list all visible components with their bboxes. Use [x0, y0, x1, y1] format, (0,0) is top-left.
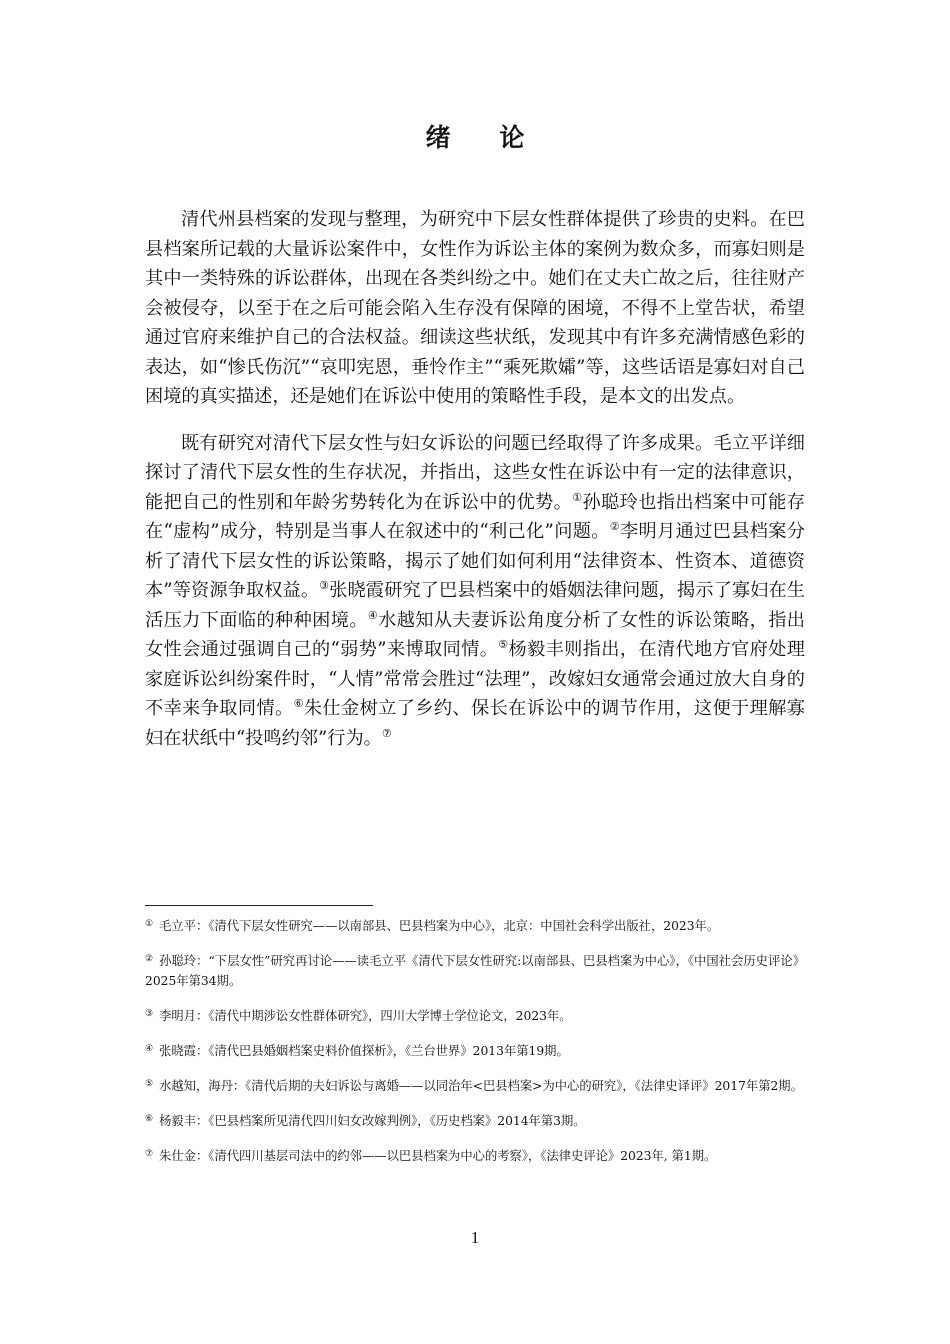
body-paragraph: [145, 429, 805, 754]
footnote-text: 水越知，海丹：《清代后期的夫妇诉讼与离婚——以同治年<巴县档案>为中心的研究》，《法律史译评》2017年第2期。: [159, 1079, 803, 1093]
footnote-text: 李明月：《清代中期涉讼女性群体研究》，四川大学博士学位论文，2023年。: [159, 1009, 572, 1023]
footnote-text: 张晓霞：《清代巴县婚姻档案史料价值探析》，《兰台世界》2013年第19期。: [159, 1044, 569, 1058]
paragraph-text: 杨毅丰则指出，在清代地方官府处理家庭诉讼纠纷案件时，“人情”常常会胜过“法理”，改嫁妇女通常会通过放大自身的不幸来争取同情。: [145, 639, 805, 719]
footnote: [145, 1076, 805, 1096]
footnotes: [145, 905, 805, 1181]
paragraph-text: 李明月通过巴县档案分析了清代下层女性的诉讼策略，揭示了她们如何利用“法律资本、性资本、道德资本”等资源争取权益。: [145, 521, 805, 601]
footnote-ref[interactable]: ⑦: [381, 726, 392, 740]
paragraph-text: 孙聪玲也指出档案中可能存在“虚构”成分，特别是当事人在叙述中的“利己化”问题。: [145, 491, 805, 542]
footnote-separator: [145, 905, 373, 906]
paragraph-text: 朱仕金树立了乡约、保长在诉讼中的调节作用，这便于理解寡妇在状纸中“投鸣约邻”行为。: [145, 698, 805, 749]
footnote-mark: ②: [145, 954, 154, 964]
footnote: [145, 1006, 805, 1026]
footnote-mark: ⑦: [145, 1149, 154, 1159]
footnote-ref[interactable]: ②: [609, 520, 621, 533]
footnote-ref[interactable]: ①: [572, 490, 583, 504]
footnote-ref[interactable]: ④: [367, 608, 379, 622]
footnote-mark: ⑥: [145, 1114, 154, 1124]
footnote-ref[interactable]: ⑥: [293, 697, 304, 710]
footnote-list: [145, 916, 805, 1166]
footnote-text: 毛立平：《清代下层女性研究——以南部县、巴县档案为中心》，北京：中国社会科学出版社，2023年。: [159, 919, 720, 933]
paragraph-text: 既有研究对清代下层女性与妇女诉讼的问题已经取得了许多成果。毛立平详细探讨了清代下层女性的生存状况，并指出，这些女性在诉讼中有一定的法律意识，能把自己的性别和年龄劣势转化为在诉讼中的优势。: [145, 432, 805, 513]
footnote-mark: ①: [145, 919, 154, 929]
chapter-title: 绪 论: [425, 123, 545, 152]
footnote: [145, 1111, 805, 1131]
page-number: 1: [470, 1228, 480, 1247]
footnote-ref[interactable]: ⑤: [498, 638, 509, 651]
paragraph-text: 张晓霞研究了巴县档案中的婚姻法律问题，揭示了寡妇在生活压力下面临的种种困境。: [145, 580, 805, 631]
footnote: [145, 1041, 805, 1061]
body-text: [145, 205, 805, 753]
footnote-mark: ④: [145, 1044, 154, 1054]
footnote-text: 朱仕金：《清代四川基层司法中的约邻——以巴县档案为中心的考察》，《法律史评论》2023年, 第1期。: [159, 1149, 717, 1163]
footnote-text: 杨毅丰：《巴县档案所见清代四川妇女改嫁判例》，《历史档案》2014年第3期。: [159, 1114, 586, 1128]
footnote-text: 孙聪玲：“下层女性”研究再讨论——读毛立平《清代下层女性研究:以南部县、巴县档案为中心》，《中国社会历史评论》2025年第34期。: [145, 954, 805, 988]
footnote: [145, 1146, 805, 1166]
paragraph-text: 水越知从夫妻诉讼角度分析了女性的诉讼策略，指出女性会通过强调自己的“弱势”来博取同情。: [145, 609, 805, 660]
paragraph-text: 清代州县档案的发现与整理，为研究中下层女性群体提供了珍贵的史料。在巴县档案所记载的大量诉讼案件中，女性作为诉讼主体的案例为数众多，而寡妇则是其中一类特殊的诉讼群体，出现在各类纠纷之中。她们在丈夫亡故之后，往往财产会被侵夺，以至于在之后可能会陷入生存没有保障的困境，不得不上堂告状，希望通过官府来维护自己的合法权益。细读这些状纸，发现其中有许多充满情感色彩的表达，如“惨氏伤沉”“哀叩宪恩，垂怜作主”“乘死欺孀”等，这些话语是寡妇对自己困境的真实描述，还是她们在诉讼中使用的策略性手段，是本文的出发点。: [145, 209, 805, 407]
body-paragraph: [145, 205, 805, 412]
footnote-mark: ③: [145, 1009, 154, 1019]
footnote-ref[interactable]: ③: [319, 579, 330, 592]
footnote-mark: ⑤: [145, 1079, 154, 1089]
footnote: [145, 916, 805, 936]
footnote: [145, 951, 805, 991]
